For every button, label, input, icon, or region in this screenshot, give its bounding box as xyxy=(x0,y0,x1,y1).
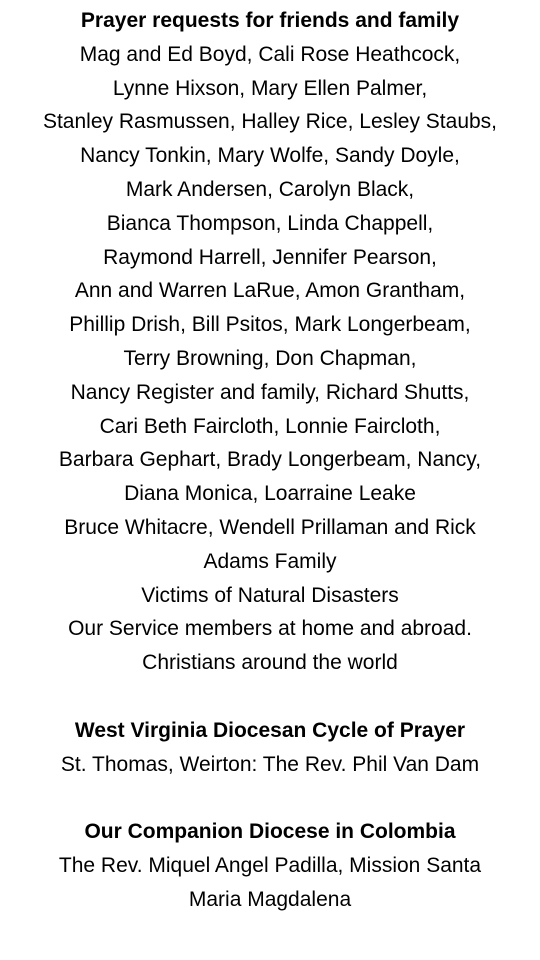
diocesan-cycle-heading: West Virginia Diocesan Cycle of Prayer xyxy=(74,718,466,742)
prayer-line: Terry Browning, Don Chapman, xyxy=(123,346,417,370)
prayer-requests-section xyxy=(0,4,540,680)
companion-diocese-section xyxy=(0,815,540,916)
prayer-line: Adams Family xyxy=(203,549,337,573)
prayer-line: Stanley Rasmussen, Halley Rice, Lesley Staubs, xyxy=(42,110,498,134)
companion-diocese-heading: Our Companion Diocese in Colombia xyxy=(84,820,456,844)
diocesan-cycle-line: St. Thomas, Weirton: The Rev. Phil Van Dam xyxy=(60,752,480,776)
prayer-line: Nancy Tonkin, Mary Wolfe, Sandy Doyle, xyxy=(80,144,460,168)
prayer-line: Ann and Warren LaRue, Amon Grantham, xyxy=(74,279,466,303)
prayer-line: Bruce Whitacre, Wendell Prillaman and Rick xyxy=(64,515,476,539)
diocesan-cycle-section xyxy=(0,714,540,782)
prayer-line: Raymond Harrell, Jennifer Pearson, xyxy=(103,245,437,269)
companion-diocese-line: The Rev. Miquel Angel Padilla, Mission Santa xyxy=(58,853,482,877)
companion-diocese-line: Maria Magdalena xyxy=(188,887,352,911)
prayer-line: Christians around the world xyxy=(142,651,398,675)
prayer-line: Bianca Thompson, Linda Chappell, xyxy=(106,211,434,235)
prayer-line: Diana Monica, Loarraine Leake xyxy=(124,482,416,506)
prayer-line: Victims of Natural Disasters xyxy=(141,583,399,607)
prayer-line: Our Service members at home and abroad. xyxy=(68,617,472,641)
section-spacer xyxy=(0,781,540,815)
prayer-line: Mag and Ed Boyd, Cali Rose Heathcock, xyxy=(79,42,461,66)
prayer-line: Cari Beth Faircloth, Lonnie Faircloth, xyxy=(99,414,441,438)
prayer-line: Lynne Hixson, Mary Ellen Palmer, xyxy=(112,76,428,100)
prayer-line: Nancy Register and family, Richard Shutts, xyxy=(70,380,470,404)
prayer-requests-heading: Prayer requests for friends and family xyxy=(80,9,460,32)
section-spacer xyxy=(0,680,540,714)
prayer-line: Mark Andersen, Carolyn Black, xyxy=(125,177,415,201)
prayer-line: Barbara Gephart, Brady Longerbeam, Nancy, xyxy=(58,448,482,472)
prayer-line: Phillip Drish, Bill Psitos, Mark Longerbeam, xyxy=(69,313,471,337)
